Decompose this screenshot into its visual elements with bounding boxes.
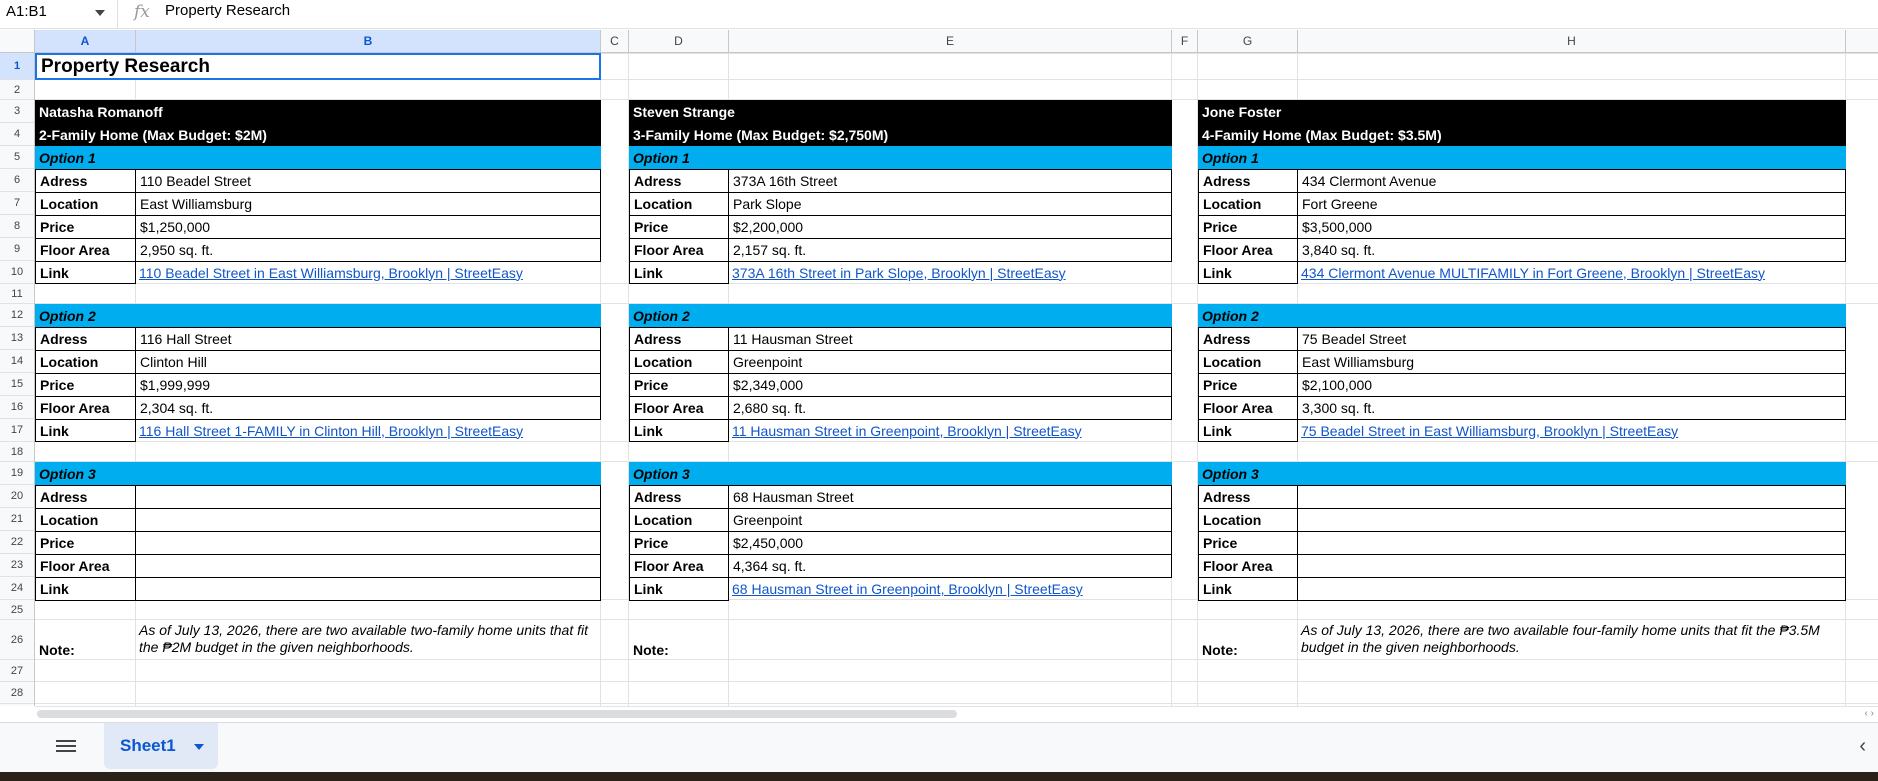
value-floor-area[interactable]: 3,840 sq. ft.	[1297, 238, 1846, 262]
value-address[interactable]: 110 Beadel Street	[135, 169, 601, 193]
value-location[interactable]: Greenpoint	[728, 350, 1172, 374]
row-header[interactable]: 8	[0, 215, 34, 238]
label-link[interactable]: Link	[629, 577, 729, 601]
value-price[interactable]: $2,450,000	[728, 531, 1172, 555]
row-header[interactable]: 10	[0, 261, 34, 284]
label-floor-area[interactable]: Floor Area	[629, 554, 729, 578]
column-header-d[interactable]: D	[629, 30, 729, 52]
label-price[interactable]: Price	[629, 373, 729, 397]
value-floor-area[interactable]: 4,364 sq. ft.	[728, 554, 1172, 578]
row-header[interactable]: 27	[0, 660, 34, 682]
page-title[interactable]: Property Research	[35, 53, 601, 80]
value-price[interactable]: $2,100,000	[1297, 373, 1846, 397]
value-link[interactable]	[135, 577, 601, 601]
name-box[interactable]	[0, 0, 118, 28]
option-header[interactable]: Option 3	[629, 462, 1172, 485]
column-header-g[interactable]: G	[1198, 30, 1298, 52]
value-link[interactable]: 373A 16th Street in Park Slope, Brooklyn | StreetEasy	[732, 264, 1066, 281]
label-address[interactable]: Adress	[629, 169, 729, 193]
value-floor-area[interactable]	[135, 554, 601, 578]
note-text[interactable]	[728, 620, 1172, 660]
option-header[interactable]: Option 1	[1198, 146, 1846, 169]
value-link[interactable]: 11 Hausman Street in Greenpoint, Brooklyn | StreetEasy	[732, 422, 1082, 439]
row-header[interactable]: 5	[0, 146, 34, 169]
row-header[interactable]: 28	[0, 682, 34, 704]
value-address[interactable]: 116 Hall Street	[135, 327, 601, 351]
value-floor-area[interactable]: 2,950 sq. ft.	[135, 238, 601, 262]
column-header-f[interactable]: F	[1172, 30, 1198, 52]
row-header[interactable]: 7	[0, 192, 34, 215]
label-location[interactable]: Location	[1198, 350, 1298, 374]
option-header[interactable]: Option 2	[629, 304, 1172, 327]
label-link[interactable]: Link	[1198, 261, 1298, 284]
value-address[interactable]: 68 Hausman Street	[728, 485, 1172, 509]
row-header[interactable]: 21	[0, 508, 34, 531]
row-header[interactable]: 16	[0, 396, 34, 419]
label-floor-area[interactable]: Floor Area	[1198, 238, 1298, 262]
row-header[interactable]: 18	[0, 442, 34, 462]
row-header[interactable]: 4	[0, 123, 34, 146]
row-header[interactable]: 25	[0, 600, 34, 620]
label-location[interactable]: Location	[35, 508, 136, 532]
chevron-down-icon[interactable]	[194, 744, 204, 750]
value-floor-area[interactable]: 2,304 sq. ft.	[135, 396, 601, 420]
column-header-e[interactable]: E	[729, 30, 1172, 52]
scroll-arrows-icon[interactable]: ‹ ›	[1864, 708, 1874, 719]
formula-bar	[0, 0, 1878, 29]
value-location[interactable]	[135, 508, 601, 532]
taskbar-strip	[0, 772, 1878, 781]
value-floor-area[interactable]: 2,157 sq. ft.	[728, 238, 1172, 262]
value-location[interactable]: East Williamsburg	[135, 192, 601, 216]
value-address[interactable]: 75 Beadel Street	[1297, 327, 1846, 351]
label-floor-area[interactable]: Floor Area	[1198, 554, 1298, 578]
row-header[interactable]: 2	[0, 80, 34, 100]
label-address[interactable]: Adress	[1198, 327, 1298, 351]
column-header-bar	[0, 30, 1878, 53]
label-location[interactable]: Location	[1198, 192, 1298, 216]
value-link[interactable]: 110 Beadel Street in East Williamsburg, Brooklyn | StreetEasy	[139, 264, 523, 281]
column-header-h[interactable]: H	[1298, 30, 1846, 52]
column-header-c[interactable]: C	[601, 30, 629, 52]
value-address[interactable]: 11 Hausman Street	[728, 327, 1172, 351]
sheet-tab-label: Sheet1	[120, 736, 176, 755]
label-price[interactable]: Price	[1198, 215, 1298, 239]
home-type[interactable]: 3-Family Home (Max Budget: $2,750M)	[629, 123, 1172, 146]
row-header[interactable]: 14	[0, 350, 34, 373]
label-floor-area[interactable]: Floor Area	[35, 554, 136, 578]
sheet-tab[interactable]	[104, 723, 218, 769]
value-location[interactable]	[1297, 508, 1846, 532]
select-all-corner[interactable]	[0, 30, 35, 52]
label-floor-area[interactable]: Floor Area	[1198, 396, 1298, 420]
note-text[interactable]: As of July 13, 2026, there are two available two-family home units that fit the ₱2M budget in the given neighborhoods.	[139, 622, 589, 655]
value-price[interactable]: $3,500,000	[1297, 215, 1846, 239]
label-floor-area[interactable]: Floor Area	[629, 396, 729, 420]
label-address[interactable]: Adress	[35, 485, 136, 509]
label-location[interactable]: Location	[35, 350, 136, 374]
value-link[interactable]: 75 Beadel Street in East Williamsburg, Brooklyn | StreetEasy	[1301, 422, 1679, 439]
label-link[interactable]: Link	[1198, 419, 1298, 442]
value-link[interactable]: 68 Hausman Street in Greenpoint, Brooklyn | StreetEasy	[732, 581, 1083, 597]
value-floor-area[interactable]: 2,680 sq. ft.	[728, 396, 1172, 420]
value-address[interactable]: 434 Clermont Avenue	[1297, 169, 1846, 193]
value-location[interactable]: Clinton Hill	[135, 350, 601, 374]
value-link[interactable]	[1297, 577, 1846, 601]
home-type[interactable]: 4-Family Home (Max Budget: $3.5M)	[1198, 123, 1846, 146]
horizontal-scrollbar[interactable]	[35, 706, 1878, 721]
label-link[interactable]: Link	[35, 419, 136, 442]
row-header[interactable]: 1	[0, 53, 34, 80]
label-price[interactable]: Price	[35, 531, 136, 555]
fx-icon: fx	[134, 2, 150, 22]
label-address[interactable]: Adress	[35, 327, 136, 351]
row-header[interactable]: 17	[0, 419, 34, 442]
name-box-value: A1:B1	[6, 3, 47, 20]
note-label[interactable]: Note:	[633, 642, 669, 658]
value-price[interactable]	[1297, 531, 1846, 555]
label-address[interactable]: Adress	[629, 327, 729, 351]
option-header[interactable]: Option 3	[1198, 462, 1846, 485]
label-location[interactable]: Location	[629, 192, 729, 216]
label-price[interactable]: Price	[35, 215, 136, 239]
value-address[interactable]	[1297, 485, 1846, 509]
row-header[interactable]: 24	[0, 577, 34, 600]
value-price[interactable]: $1,250,000	[135, 215, 601, 239]
scrollbar-thumb[interactable]	[37, 710, 957, 718]
label-location[interactable]: Location	[1198, 508, 1298, 532]
value-price[interactable]: $2,349,000	[728, 373, 1172, 397]
row-header[interactable]: 20	[0, 485, 34, 508]
person-name[interactable]: Steven Strange	[629, 100, 1172, 123]
label-link[interactable]: Link	[35, 261, 136, 284]
person-name[interactable]: Jone Foster	[1198, 100, 1846, 123]
value-location[interactable]: Greenpoint	[728, 508, 1172, 532]
row-header[interactable]: 12	[0, 304, 34, 327]
label-address[interactable]: Adress	[629, 485, 729, 509]
option-header[interactable]: Option 3	[35, 462, 601, 485]
value-address[interactable]: 373A 16th Street	[728, 169, 1172, 193]
all-sheets-menu-icon[interactable]	[56, 737, 76, 755]
row-header[interactable]: 9	[0, 238, 34, 261]
label-price[interactable]: Price	[1198, 531, 1298, 555]
column-header-a[interactable]: A	[35, 30, 136, 52]
option-header[interactable]: Option 1	[35, 146, 601, 169]
value-floor-area[interactable]: 3,300 sq. ft.	[1297, 396, 1846, 420]
value-link[interactable]: 116 Hall Street 1-FAMILY in Clinton Hill, Brooklyn | StreetEasy	[139, 422, 524, 439]
formula-input[interactable]: Property Research	[165, 2, 291, 19]
label-location[interactable]: Location	[629, 508, 729, 532]
column-header-b[interactable]: B	[136, 30, 601, 52]
person-name[interactable]: Natasha Romanoff	[35, 100, 601, 123]
option-header[interactable]: Option 2	[1198, 304, 1846, 327]
label-link[interactable]: Link	[35, 577, 136, 601]
row-header[interactable]: 6	[0, 169, 34, 192]
option-header[interactable]: Option 1	[629, 146, 1172, 169]
note-text[interactable]: As of July 13, 2026, there are two available four-family home units that fit the ₱3.5M budget in the given neighborhoods.	[1301, 622, 1820, 655]
label-address[interactable]: Adress	[1198, 169, 1298, 193]
home-type[interactable]: 2-Family Home (Max Budget: $2M)	[35, 123, 601, 146]
collapse-icon[interactable]: ‹	[1859, 735, 1866, 757]
label-floor-area[interactable]: Floor Area	[35, 396, 136, 420]
row-header-bar	[0, 53, 35, 706]
label-address[interactable]: Adress	[1198, 485, 1298, 509]
label-price[interactable]: Price	[1198, 373, 1298, 397]
label-link[interactable]: Link	[1198, 577, 1298, 601]
row-header[interactable]: 11	[0, 284, 34, 304]
value-price[interactable]	[135, 531, 601, 555]
option-header[interactable]: Option 2	[35, 304, 601, 327]
cell-grid[interactable]	[35, 53, 1878, 706]
row-header[interactable]: 23	[0, 554, 34, 577]
label-location[interactable]: Location	[35, 192, 136, 216]
label-price[interactable]: Price	[629, 215, 729, 239]
label-location[interactable]: Location	[629, 350, 729, 374]
note-label[interactable]: Note:	[1202, 642, 1238, 658]
value-location[interactable]: Park Slope	[728, 192, 1172, 216]
label-floor-area[interactable]: Floor Area	[35, 238, 136, 262]
value-floor-area[interactable]	[1297, 554, 1846, 578]
label-floor-area[interactable]: Floor Area	[629, 238, 729, 262]
value-location[interactable]: East Williamsburg	[1297, 350, 1846, 374]
chevron-down-icon[interactable]	[95, 10, 105, 16]
row-header[interactable]: 13	[0, 327, 34, 350]
label-price[interactable]: Price	[35, 373, 136, 397]
label-address[interactable]: Adress	[35, 169, 136, 193]
label-link[interactable]: Link	[629, 419, 729, 442]
row-header[interactable]: 15	[0, 373, 34, 396]
value-price[interactable]: $1,999,999	[135, 373, 601, 397]
row-header[interactable]: 26	[0, 620, 34, 660]
row-header[interactable]: 3	[0, 100, 34, 123]
value-link[interactable]: 434 Clermont Avenue MULTIFAMILY in Fort Greene, Brooklyn | StreetEasy	[1301, 264, 1766, 281]
value-address[interactable]	[135, 485, 601, 509]
row-header[interactable]: 19	[0, 462, 34, 485]
label-price[interactable]: Price	[629, 531, 729, 555]
row-header[interactable]: 22	[0, 531, 34, 554]
value-price[interactable]: $2,200,000	[728, 215, 1172, 239]
sheet-tab-bar	[0, 722, 1878, 773]
note-label[interactable]: Note:	[39, 642, 75, 658]
value-location[interactable]: Fort Greene	[1297, 192, 1846, 216]
label-link[interactable]: Link	[629, 261, 729, 284]
